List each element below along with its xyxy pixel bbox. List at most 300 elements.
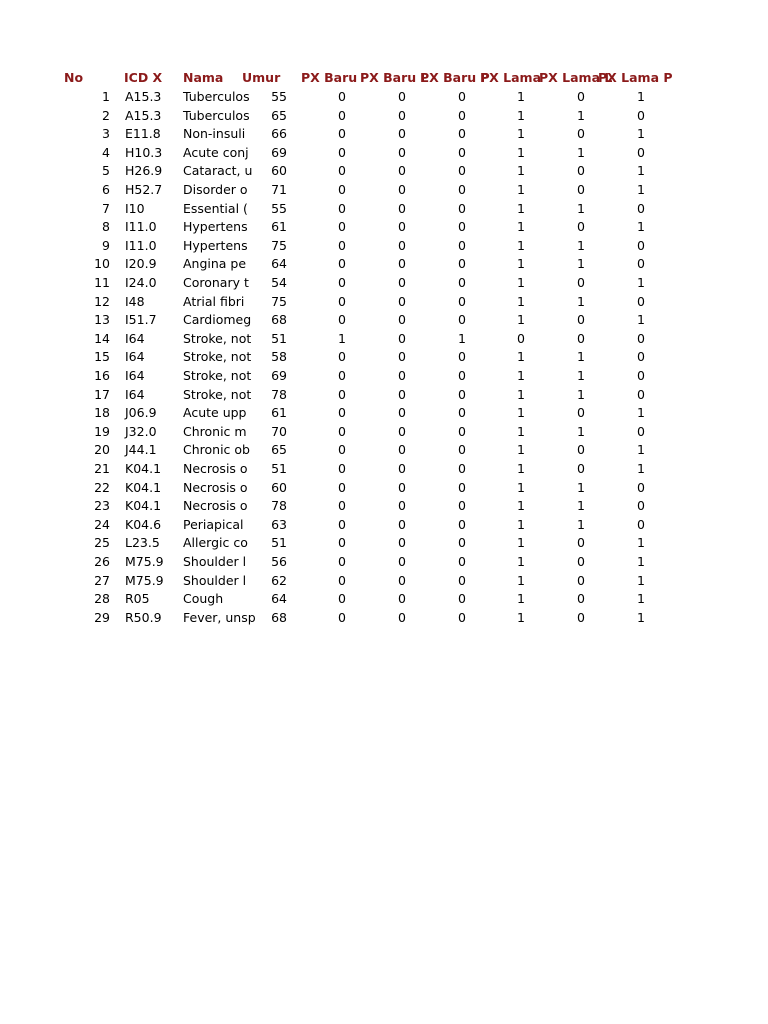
table-row bbox=[0, 200, 768, 219]
cell-nama: Acute conj bbox=[183, 144, 249, 160]
cell-px-baru-p: 0 bbox=[458, 516, 466, 532]
cell-icd: H52.7 bbox=[125, 182, 163, 197]
table-row bbox=[0, 162, 768, 181]
cell-px-baru-p: 0 bbox=[458, 386, 466, 402]
cell-px-lama: 1 bbox=[517, 89, 525, 104]
cell-nama: Necrosis o bbox=[183, 461, 248, 476]
cell-icd: I48 bbox=[125, 293, 145, 309]
cell-px-lama-p: 1 bbox=[637, 89, 645, 104]
table-row bbox=[0, 386, 768, 405]
cell-px-lama-p: 1 bbox=[637, 275, 645, 290]
cell-umur: 78 bbox=[271, 498, 287, 514]
cell-px-baru-l: 0 bbox=[398, 423, 406, 439]
cell-px-lama-p: 1 bbox=[637, 591, 645, 607]
cell-icd: A15.3 bbox=[125, 107, 162, 123]
cell-px-lama: 1 bbox=[517, 126, 525, 142]
cell-px-lama: 1 bbox=[517, 498, 525, 514]
cell-nama: Cardiomeg bbox=[183, 312, 252, 328]
cell-px-baru: 0 bbox=[338, 200, 346, 216]
cell-px-lama: 1 bbox=[517, 554, 525, 569]
header-px-baru-p: PX Baru P bbox=[420, 70, 490, 85]
cell-icd: R50.9 bbox=[125, 609, 162, 625]
cell-px-lama-p: 1 bbox=[637, 535, 645, 551]
cell-px-baru-p: 0 bbox=[458, 237, 466, 253]
cell-px-baru: 0 bbox=[338, 386, 346, 402]
cell-px-lama-l: 0 bbox=[577, 535, 585, 551]
cell-px-baru-l: 0 bbox=[398, 275, 406, 290]
cell-px-baru-l: 0 bbox=[398, 330, 406, 346]
cell-px-baru: 0 bbox=[338, 237, 346, 253]
cell-icd: I20.9 bbox=[125, 256, 157, 272]
cell-px-lama: 1 bbox=[517, 479, 525, 495]
cell-px-lama: 1 bbox=[517, 461, 525, 476]
cell-umur: 61 bbox=[271, 405, 287, 421]
cell-px-baru-l: 0 bbox=[398, 572, 406, 588]
cell-px-baru-l: 0 bbox=[398, 461, 406, 476]
cell-px-lama-p: 0 bbox=[637, 498, 645, 514]
cell-px-lama-l: 0 bbox=[577, 126, 585, 142]
cell-px-lama-p: 1 bbox=[637, 126, 645, 142]
cell-nama: Hypertens bbox=[183, 219, 248, 235]
cell-icd: K04.1 bbox=[125, 461, 162, 476]
cell-px-baru-l: 0 bbox=[398, 256, 406, 272]
cell-no: 2 bbox=[102, 107, 110, 123]
cell-umur: 60 bbox=[271, 479, 287, 495]
cell-no: 1 bbox=[102, 89, 110, 104]
cell-px-baru-p: 0 bbox=[458, 312, 466, 328]
cell-px-lama-l: 1 bbox=[577, 349, 585, 365]
table-row bbox=[0, 144, 768, 163]
cell-px-lama-l: 1 bbox=[577, 479, 585, 495]
cell-px-baru: 0 bbox=[338, 107, 346, 123]
cell-px-baru-p: 0 bbox=[458, 423, 466, 439]
cell-px-lama: 1 bbox=[517, 535, 525, 551]
cell-icd: K04.6 bbox=[125, 516, 162, 532]
cell-icd: K04.1 bbox=[125, 479, 162, 495]
table-row bbox=[0, 479, 768, 498]
cell-px-baru: 0 bbox=[338, 609, 346, 625]
cell-umur: 66 bbox=[271, 126, 287, 142]
header-px-baru-l: PX Baru L bbox=[360, 70, 429, 85]
cell-nama: Tuberculos bbox=[183, 89, 250, 104]
cell-px-baru-p: 1 bbox=[458, 330, 466, 346]
cell-no: 7 bbox=[102, 200, 110, 216]
cell-icd: J44.1 bbox=[125, 442, 157, 458]
cell-umur: 68 bbox=[271, 609, 287, 625]
cell-nama: Tuberculos bbox=[183, 107, 250, 123]
cell-px-baru-l: 0 bbox=[398, 312, 406, 328]
cell-px-lama-l: 0 bbox=[577, 219, 585, 235]
cell-px-lama-p: 0 bbox=[637, 200, 645, 216]
cell-umur: 55 bbox=[271, 200, 287, 216]
cell-px-baru: 0 bbox=[338, 275, 346, 290]
cell-px-lama-p: 1 bbox=[637, 182, 645, 197]
cell-no: 29 bbox=[94, 609, 110, 625]
cell-px-baru: 0 bbox=[338, 461, 346, 476]
cell-px-lama: 1 bbox=[517, 163, 525, 179]
cell-px-lama: 0 bbox=[517, 330, 525, 346]
cell-px-baru-l: 0 bbox=[398, 405, 406, 421]
cell-umur: 65 bbox=[271, 107, 287, 123]
cell-px-baru-l: 0 bbox=[398, 516, 406, 532]
cell-icd: J06.9 bbox=[125, 405, 157, 421]
cell-px-baru: 0 bbox=[338, 535, 346, 551]
cell-px-lama-p: 0 bbox=[637, 144, 645, 160]
cell-icd: I64 bbox=[125, 349, 145, 365]
cell-nama: Stroke, not bbox=[183, 386, 252, 402]
table-row bbox=[0, 553, 768, 572]
cell-umur: 75 bbox=[271, 293, 287, 309]
cell-nama: Atrial fibri bbox=[183, 293, 245, 309]
cell-px-baru-p: 0 bbox=[458, 182, 466, 197]
cell-px-baru: 0 bbox=[338, 126, 346, 142]
cell-no: 26 bbox=[94, 554, 110, 569]
table-row bbox=[0, 330, 768, 349]
cell-no: 19 bbox=[94, 423, 110, 439]
table-row bbox=[0, 572, 768, 591]
cell-px-lama: 1 bbox=[517, 219, 525, 235]
cell-px-baru: 0 bbox=[338, 182, 346, 197]
cell-px-baru-p: 0 bbox=[458, 275, 466, 290]
cell-umur: 68 bbox=[271, 312, 287, 328]
table-row bbox=[0, 609, 768, 628]
cell-px-baru-l: 0 bbox=[398, 479, 406, 495]
cell-icd: I24.0 bbox=[125, 275, 157, 290]
cell-px-lama-p: 0 bbox=[637, 368, 645, 383]
cell-px-lama-l: 1 bbox=[577, 256, 585, 272]
cell-px-lama: 1 bbox=[517, 442, 525, 458]
cell-no: 10 bbox=[94, 256, 110, 272]
cell-icd: R05 bbox=[125, 591, 150, 607]
header-nama: Nama bbox=[183, 70, 224, 85]
cell-px-baru-p: 0 bbox=[458, 163, 466, 179]
cell-px-baru: 0 bbox=[338, 423, 346, 439]
cell-icd: H10.3 bbox=[125, 144, 163, 160]
cell-nama: Necrosis o bbox=[183, 479, 248, 495]
cell-px-baru-l: 0 bbox=[398, 182, 406, 197]
cell-no: 13 bbox=[94, 312, 110, 328]
cell-no: 28 bbox=[94, 591, 110, 607]
cell-nama: Allergic co bbox=[183, 535, 248, 551]
cell-px-lama-l: 0 bbox=[577, 330, 585, 346]
cell-nama: Angina pe bbox=[183, 256, 247, 272]
cell-px-lama-l: 0 bbox=[577, 609, 585, 625]
cell-nama: Cough bbox=[183, 591, 224, 607]
cell-px-baru-p: 0 bbox=[458, 572, 466, 588]
cell-px-lama-l: 0 bbox=[577, 89, 585, 104]
cell-nama: Disorder o bbox=[183, 182, 248, 197]
cell-px-baru: 0 bbox=[338, 516, 346, 532]
cell-px-lama: 1 bbox=[517, 609, 525, 625]
cell-nama: Chronic m bbox=[183, 423, 247, 439]
cell-no: 27 bbox=[94, 572, 110, 588]
cell-umur: 70 bbox=[271, 423, 287, 439]
cell-nama: Periapical bbox=[183, 516, 244, 532]
cell-px-baru-l: 0 bbox=[398, 107, 406, 123]
header-px-baru: PX Baru bbox=[301, 70, 358, 85]
table-row bbox=[0, 255, 768, 274]
cell-px-baru: 0 bbox=[338, 572, 346, 588]
table-row bbox=[0, 348, 768, 367]
cell-px-baru-l: 0 bbox=[398, 219, 406, 235]
cell-px-baru-p: 0 bbox=[458, 591, 466, 607]
cell-px-baru: 0 bbox=[338, 498, 346, 514]
cell-nama: Cataract, u bbox=[183, 163, 253, 179]
cell-px-baru-l: 0 bbox=[398, 591, 406, 607]
cell-no: 22 bbox=[94, 479, 110, 495]
cell-nama: Necrosis o bbox=[183, 498, 248, 514]
cell-icd: I64 bbox=[125, 330, 145, 346]
cell-px-lama-p: 1 bbox=[637, 163, 645, 179]
cell-icd: I11.0 bbox=[125, 237, 157, 253]
cell-px-baru-p: 0 bbox=[458, 293, 466, 309]
cell-px-baru: 0 bbox=[338, 293, 346, 309]
cell-px-lama-p: 1 bbox=[637, 609, 645, 625]
cell-umur: 69 bbox=[271, 368, 287, 383]
cell-px-baru: 0 bbox=[338, 479, 346, 495]
cell-umur: 63 bbox=[271, 516, 287, 532]
cell-px-baru: 0 bbox=[338, 163, 346, 179]
cell-umur: 64 bbox=[271, 591, 287, 607]
table-row bbox=[0, 423, 768, 442]
cell-px-lama: 1 bbox=[517, 144, 525, 160]
cell-no: 18 bbox=[94, 405, 110, 421]
cell-px-baru-p: 0 bbox=[458, 405, 466, 421]
cell-umur: 61 bbox=[271, 219, 287, 235]
cell-px-baru-p: 0 bbox=[458, 609, 466, 625]
cell-px-baru-p: 0 bbox=[458, 461, 466, 476]
cell-px-lama: 1 bbox=[517, 423, 525, 439]
header-row bbox=[0, 69, 768, 88]
cell-px-baru-l: 0 bbox=[398, 163, 406, 179]
cell-px-baru-p: 0 bbox=[458, 442, 466, 458]
cell-px-lama-p: 0 bbox=[637, 330, 645, 346]
table-row bbox=[0, 218, 768, 237]
cell-umur: 64 bbox=[271, 256, 287, 272]
cell-nama: Fever, unsp bbox=[183, 609, 256, 625]
cell-icd: I64 bbox=[125, 386, 145, 402]
cell-px-baru: 0 bbox=[338, 554, 346, 569]
cell-no: 20 bbox=[94, 442, 110, 458]
cell-px-baru-p: 0 bbox=[458, 349, 466, 365]
cell-umur: 54 bbox=[271, 275, 287, 290]
cell-px-lama-p: 0 bbox=[637, 479, 645, 495]
cell-px-baru-p: 0 bbox=[458, 107, 466, 123]
cell-px-baru-l: 0 bbox=[398, 386, 406, 402]
header-px-lama-l: PX Lama L bbox=[539, 70, 613, 85]
cell-px-lama-p: 1 bbox=[637, 461, 645, 476]
cell-px-baru-p: 0 bbox=[458, 200, 466, 216]
cell-px-baru-l: 0 bbox=[398, 442, 406, 458]
cell-px-baru-l: 0 bbox=[398, 126, 406, 142]
cell-px-lama-p: 1 bbox=[637, 572, 645, 588]
cell-px-baru-p: 0 bbox=[458, 479, 466, 495]
cell-px-lama-p: 0 bbox=[637, 256, 645, 272]
cell-px-lama-l: 0 bbox=[577, 591, 585, 607]
cell-px-baru-l: 0 bbox=[398, 498, 406, 514]
cell-px-lama-l: 0 bbox=[577, 163, 585, 179]
cell-px-lama-p: 0 bbox=[637, 107, 645, 123]
cell-icd: J32.0 bbox=[125, 423, 157, 439]
cell-px-lama: 1 bbox=[517, 200, 525, 216]
table-row bbox=[0, 237, 768, 256]
cell-px-baru-p: 0 bbox=[458, 554, 466, 569]
cell-umur: 51 bbox=[271, 330, 287, 346]
cell-px-baru-p: 0 bbox=[458, 126, 466, 142]
cell-px-lama-p: 0 bbox=[637, 293, 645, 309]
cell-px-baru: 1 bbox=[338, 330, 346, 346]
cell-umur: 56 bbox=[271, 554, 287, 569]
cell-px-lama: 1 bbox=[517, 107, 525, 123]
cell-px-lama-l: 1 bbox=[577, 368, 585, 383]
cell-px-lama-p: 0 bbox=[637, 516, 645, 532]
cell-no: 4 bbox=[102, 144, 110, 160]
cell-px-lama-l: 1 bbox=[577, 200, 585, 216]
cell-px-lama-p: 1 bbox=[637, 312, 645, 328]
cell-px-lama: 1 bbox=[517, 572, 525, 588]
cell-px-lama-l: 1 bbox=[577, 237, 585, 253]
cell-no: 5 bbox=[102, 163, 110, 179]
cell-umur: 55 bbox=[271, 89, 287, 104]
cell-px-lama: 1 bbox=[517, 368, 525, 383]
cell-nama: Acute upp bbox=[183, 405, 247, 421]
table-row bbox=[0, 534, 768, 553]
cell-nama: Coronary t bbox=[183, 275, 249, 290]
cell-px-lama-p: 1 bbox=[637, 219, 645, 235]
cell-px-lama-p: 1 bbox=[637, 442, 645, 458]
table-row bbox=[0, 590, 768, 609]
cell-no: 21 bbox=[94, 461, 110, 476]
table-row bbox=[0, 181, 768, 200]
cell-umur: 60 bbox=[271, 163, 287, 179]
cell-nama: Hypertens bbox=[183, 237, 248, 253]
cell-px-baru-l: 0 bbox=[398, 554, 406, 569]
cell-px-lama: 1 bbox=[517, 182, 525, 197]
cell-px-baru-p: 0 bbox=[458, 498, 466, 514]
cell-umur: 62 bbox=[271, 572, 287, 588]
cell-icd: A15.3 bbox=[125, 89, 162, 104]
cell-px-lama: 1 bbox=[517, 275, 525, 290]
cell-px-baru-l: 0 bbox=[398, 200, 406, 216]
cell-umur: 58 bbox=[271, 349, 287, 365]
table-row bbox=[0, 367, 768, 386]
table-row bbox=[0, 88, 768, 107]
header-px-lama: PX Lama bbox=[480, 70, 542, 85]
cell-umur: 51 bbox=[271, 461, 287, 476]
cell-nama: Shoulder l bbox=[183, 554, 247, 569]
table-row bbox=[0, 311, 768, 330]
cell-px-lama-p: 1 bbox=[637, 554, 645, 569]
cell-px-baru-l: 0 bbox=[398, 609, 406, 625]
cell-icd: I10 bbox=[125, 200, 145, 216]
cell-icd: E11.8 bbox=[125, 126, 161, 142]
cell-px-baru: 0 bbox=[338, 144, 346, 160]
cell-no: 15 bbox=[94, 349, 110, 365]
cell-px-lama: 1 bbox=[517, 349, 525, 365]
cell-nama: Stroke, not bbox=[183, 330, 252, 346]
cell-px-lama-l: 0 bbox=[577, 442, 585, 458]
cell-px-lama-l: 1 bbox=[577, 386, 585, 402]
cell-no: 11 bbox=[94, 275, 110, 290]
cell-px-lama: 1 bbox=[517, 591, 525, 607]
cell-px-baru-l: 0 bbox=[398, 368, 406, 383]
cell-px-baru-l: 0 bbox=[398, 349, 406, 365]
table-row bbox=[0, 516, 768, 535]
cell-umur: 71 bbox=[271, 182, 287, 197]
table-row bbox=[0, 460, 768, 479]
cell-px-lama: 1 bbox=[517, 256, 525, 272]
cell-px-baru: 0 bbox=[338, 591, 346, 607]
table-row bbox=[0, 107, 768, 126]
cell-no: 3 bbox=[102, 126, 110, 142]
table-row bbox=[0, 274, 768, 293]
cell-no: 24 bbox=[94, 516, 110, 532]
cell-px-baru-p: 0 bbox=[458, 89, 466, 104]
cell-icd: H26.9 bbox=[125, 163, 163, 179]
cell-no: 16 bbox=[94, 368, 110, 383]
cell-px-lama-l: 0 bbox=[577, 572, 585, 588]
cell-px-baru-l: 0 bbox=[398, 293, 406, 309]
cell-px-lama-l: 0 bbox=[577, 275, 585, 290]
header-umur: Umur bbox=[242, 70, 281, 85]
cell-no: 6 bbox=[102, 182, 110, 197]
cell-px-baru-l: 0 bbox=[398, 144, 406, 160]
cell-px-baru-l: 0 bbox=[398, 535, 406, 551]
table-row bbox=[0, 404, 768, 423]
cell-px-lama-p: 1 bbox=[637, 405, 645, 421]
cell-px-baru-p: 0 bbox=[458, 535, 466, 551]
cell-umur: 65 bbox=[271, 442, 287, 458]
cell-icd: M75.9 bbox=[125, 554, 164, 569]
cell-px-baru-p: 0 bbox=[458, 256, 466, 272]
cell-icd: K04.1 bbox=[125, 498, 162, 514]
cell-px-lama: 1 bbox=[517, 237, 525, 253]
cell-px-baru: 0 bbox=[338, 219, 346, 235]
table-row bbox=[0, 293, 768, 312]
cell-px-baru-p: 0 bbox=[458, 144, 466, 160]
cell-px-baru: 0 bbox=[338, 405, 346, 421]
table-row bbox=[0, 497, 768, 516]
cell-nama: Non-insuli bbox=[183, 126, 246, 142]
cell-nama: Stroke, not bbox=[183, 349, 252, 365]
cell-px-baru: 0 bbox=[338, 256, 346, 272]
cell-px-lama-p: 0 bbox=[637, 386, 645, 402]
cell-px-baru-p: 0 bbox=[458, 368, 466, 383]
table-row bbox=[0, 125, 768, 144]
cell-no: 8 bbox=[102, 219, 110, 235]
cell-no: 14 bbox=[94, 330, 110, 346]
cell-px-lama-l: 1 bbox=[577, 144, 585, 160]
cell-px-lama-p: 0 bbox=[637, 423, 645, 439]
cell-px-lama-l: 0 bbox=[577, 554, 585, 569]
cell-icd: L23.5 bbox=[125, 535, 160, 551]
cell-px-lama-l: 1 bbox=[577, 516, 585, 532]
cell-px-lama-p: 0 bbox=[637, 237, 645, 253]
cell-px-lama: 1 bbox=[517, 516, 525, 532]
table-row bbox=[0, 441, 768, 460]
cell-no: 12 bbox=[94, 293, 110, 309]
header-no: No bbox=[64, 70, 84, 85]
cell-no: 9 bbox=[102, 237, 110, 253]
cell-px-lama: 1 bbox=[517, 386, 525, 402]
cell-px-lama-l: 0 bbox=[577, 312, 585, 328]
header-icd: ICD X bbox=[124, 70, 163, 85]
cell-px-lama-l: 1 bbox=[577, 498, 585, 514]
cell-px-lama-l: 1 bbox=[577, 293, 585, 309]
cell-px-baru: 0 bbox=[338, 312, 346, 328]
cell-no: 25 bbox=[94, 535, 110, 551]
cell-icd: I11.0 bbox=[125, 219, 157, 235]
